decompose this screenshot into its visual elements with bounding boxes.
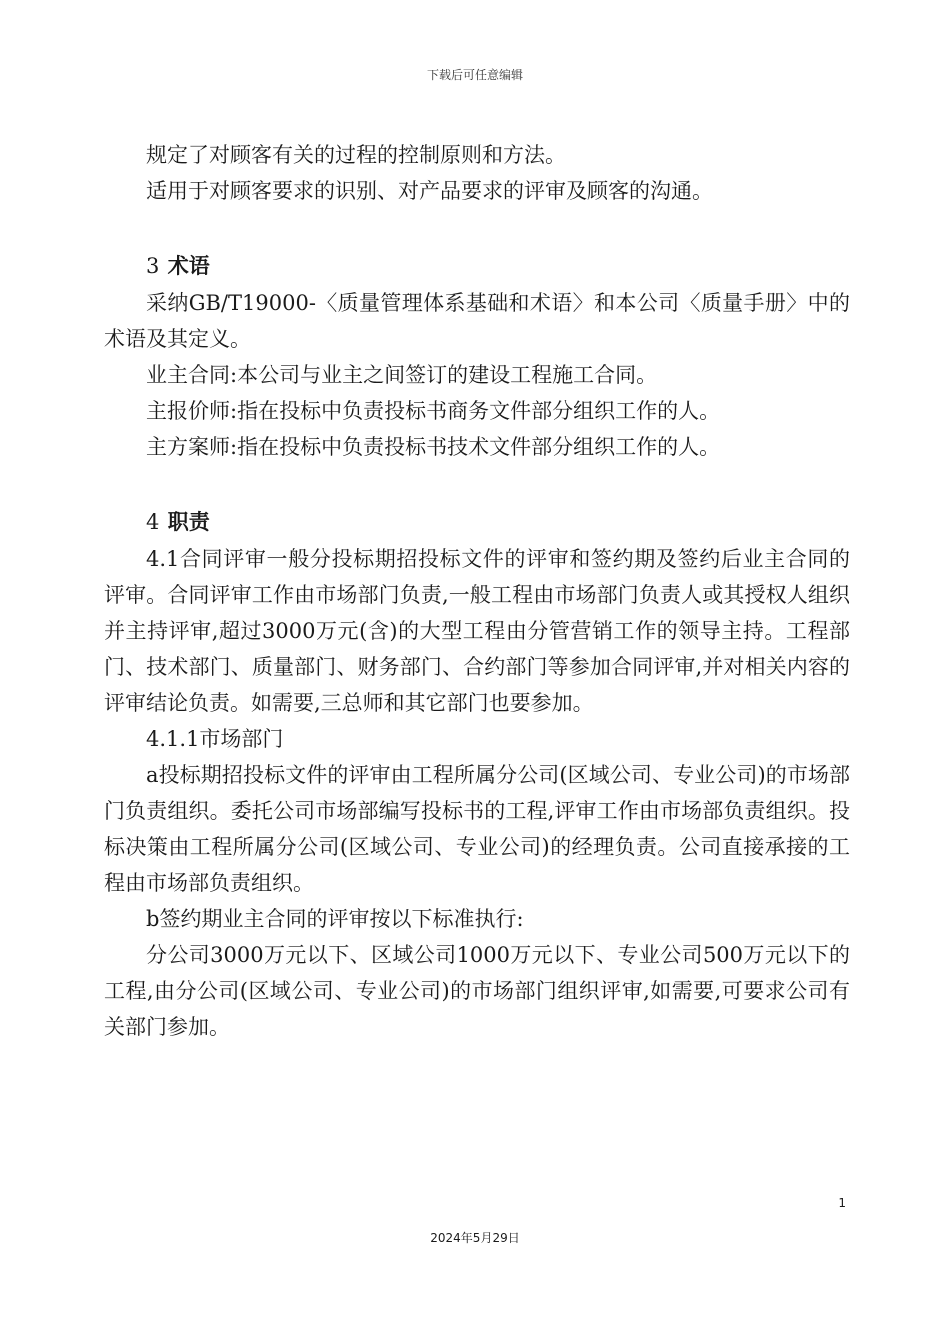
paragraph: 适用于对顾客要求的识别、对产品要求的评审及顾客的沟通。 xyxy=(146,179,713,203)
paragraph: 主报价师:指在投标中负责投标书商务文件部分组织工作的人。 xyxy=(146,399,721,423)
section-number: 4 xyxy=(146,510,160,534)
paragraph: 主方案师:指在投标中负责投标书技术文件部分组织工作的人。 xyxy=(146,435,721,459)
footer-date: 2024年5月29日 xyxy=(430,1231,520,1245)
blank-line xyxy=(104,465,850,501)
section-number: 3 xyxy=(146,254,160,278)
page-number: 1 xyxy=(838,1196,846,1210)
section-title: 术语 xyxy=(167,254,210,278)
paragraph: 4.1合同评审一般分投标期招投标文件的评审和签约期及签约后业主合同的评审。合同评审工作由市场部门负责,一般工程由市场部门负责人或其授权人组织并主持评审,超过3000万元(含)的大型工程由分管营销工作的领导主持。工程部门、技术部门、质量部门、财务部门、合约部门等参加合同评审,并对相关内容的评审结论负责。如需要,三总师和其它部门也要参加。 xyxy=(104,547,850,715)
paragraph: 规定了对顾客有关的过程的控制原则和方法。 xyxy=(146,143,566,167)
page-header-note: 下载后可任意编辑 xyxy=(426,68,523,82)
subsection-heading: 4.1.1市场部门 xyxy=(146,727,284,751)
blank-line xyxy=(104,209,850,245)
paragraph: a投标期招投标文件的评审由工程所属分公司(区域公司、专业公司)的市场部门负责组织。委托公司市场部编写投标书的工程,评审工作由市场部负责组织。投标决策由工程所属分公司(区域公司、专业公司)的经理负责。公司直接承接的工程由市场部负责组织。 xyxy=(104,763,850,895)
paragraph: 分公司3000万元以下、区域公司1000万元以下、专业公司500万元以下的工程,由分公司(区域公司、专业公司)的市场部门组织评审,如需要,可要求公司有关部门参加。 xyxy=(104,943,850,1039)
paragraph: 业主合同:本公司与业主之间签订的建设工程施工合同。 xyxy=(146,363,658,387)
section-title: 职责 xyxy=(167,510,210,534)
section-heading-3 xyxy=(104,247,850,285)
section-heading-4 xyxy=(104,503,850,541)
paragraph: 采纳GB/T19000-〈质量管理体系基础和术语〉和本公司〈质量手册〉中的术语及其定义。 xyxy=(104,291,850,351)
paragraph: b签约期业主合同的评审按以下标准执行: xyxy=(146,907,524,931)
document-body xyxy=(104,137,850,1045)
